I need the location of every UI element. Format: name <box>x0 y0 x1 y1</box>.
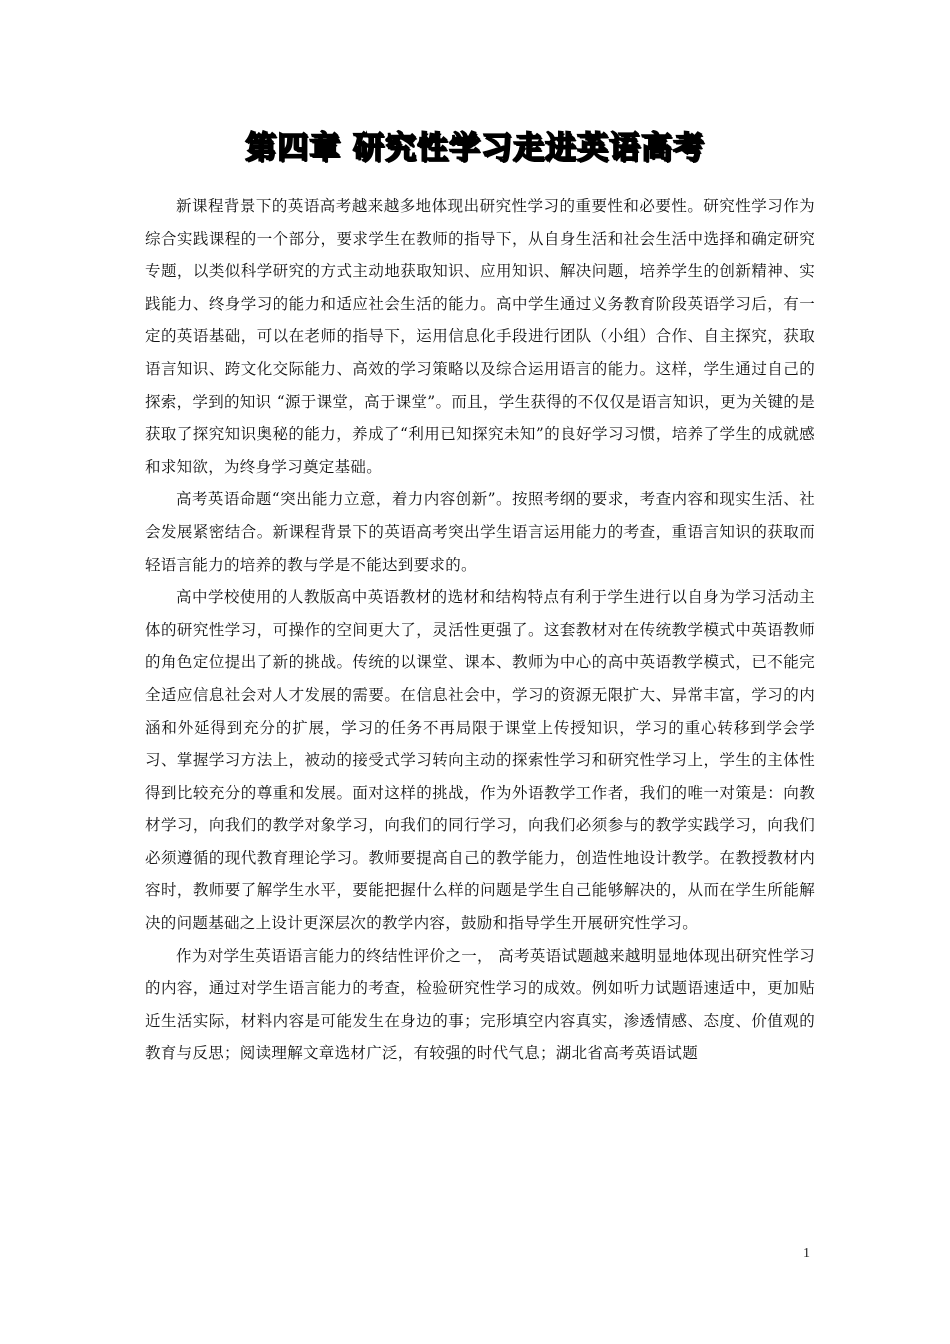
paragraph-3: 高中学校使用的人教版高中英语教材的选材和结构特点有利于学生进行以自身为学习活动主体的研究性学习，可操作的空间更大了，灵活性更强了。这套教材对在传统教学模式中英语教师的角色定位提出了新的挑战。传统的以课堂、课本、教师为中心的高中英语教学模式，已不能完全适应信息社会对人才发展的需要。在信息社会中，学习的资源无限扩大、异常丰富，学习的内涵和外延得到充分的扩展，学习的任务不再局限于课堂上传授知识，学习的重心转移到学会学习、掌握学习方法上，被动的接受式学习转向主动的探索性学习和研究性学习上，学生的主体性得到比较充分的尊重和发展。面对这样的挑战，作为外语教学工作者，我们的唯一对策是：向教材学习，向我们的教学对象学习，向我们的同行学习，向我们必须参与的教学实践学习，向我们必须遵循的现代教育理论学习。教师要提高自己的教学能力，创造性地设计教学。在教授教材内容时，教师要了解学生水平，要能把握什么样的问题是学生自己能够解决的，从而在学生所能解决的问题基础之上设计更深层次的教学内容，鼓励和指导学生开展研究性学习。 <box>145 588 815 933</box>
document-body <box>145 190 815 1070</box>
page-number: 1 <box>803 1246 810 1261</box>
paragraph-1: 新课程背景下的英语高考越来越多地体现出研究性学习的重要性和必要性。研究性学习作为综合实践课程的一个部分，要求学生在教师的指导下，从自身生活和社会生活中选择和确定研究专题，以类似科学研究的方式主动地获取知识、应用知识、解决问题，培养学生的创新精神、实践能力、终身学习的能力和适应社会生活的能力。高中学生通过义务教育阶段英语学习后，有一定的英语基础，可以在老师的指导下，运用信息化手段进行团队（小组）合作、自主探究，获取语言知识、跨文化交际能力、高效的学习策略以及综合运用语言的能力。这样，学生通过自己的探索，学到的知识 “源于课堂，高于课堂”。而且，学生获得的不仅仅是语言知识，更为关键的是获取了探究知识奥秘的能力，养成了“利用已知探究未知”的良好学习习惯，培养了学生的成就感和求知欲，为终身学习奠定基础。 <box>145 197 815 476</box>
paragraph-4: 作为对学生英语语言能力的终结性评价之一， 高考英语试题越来越明显地体现出研究性学习的内容，通过对学生语言能力的考查，检验研究性学习的成效。例如听力试题语速适中，更加贴近生活实际，材料内容是可能发生在身边的事；完形填空内容真实，渗透情感、态度、价值观的教育与反思；阅读理解文章选材广泛，有较强的时代气息；湖北省高考英语试题 <box>145 946 815 1063</box>
chapter-title: 第四章 研究性学习走进英语高考 <box>245 130 705 166</box>
paragraph-2: 高考英语命题“突出能力立意，着力内容创新”。按照考纲的要求，考查内容和现实生活、社会发展紧密结合。新课程背景下的英语高考突出学生语言运用能力的考查，重语言知识的获取而轻语言能力的培养的教与学是不能达到要求的。 <box>145 490 815 574</box>
